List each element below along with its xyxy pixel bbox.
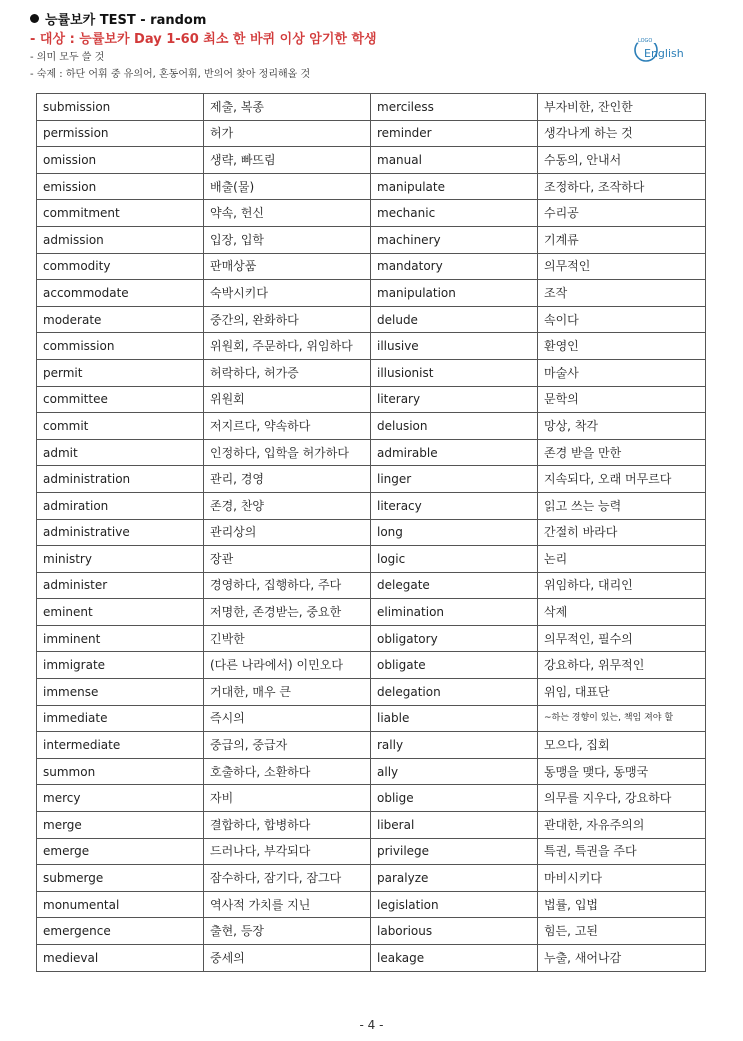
- english-word: monumental: [37, 891, 204, 918]
- korean-meaning: 읽고 쓰는 능력: [538, 492, 706, 519]
- bullet-icon: [30, 14, 39, 23]
- vocab-row: [37, 705, 706, 732]
- english-word: mandatory: [371, 253, 538, 280]
- english-word: rally: [371, 732, 538, 759]
- target-audience: - 대상 : 능률보카 Day 1-60 최소 한 바퀴 이상 암기한 학생: [30, 32, 377, 47]
- korean-meaning: 위임하다, 대리인: [538, 572, 706, 599]
- vocab-row: [37, 386, 706, 413]
- vocab-row: [37, 599, 706, 626]
- english-word: imminent: [37, 625, 204, 652]
- english-word: legislation: [371, 891, 538, 918]
- korean-meaning: 부자비한, 잔인한: [538, 94, 706, 121]
- korean-meaning: 중급의, 중급자: [204, 732, 371, 759]
- korean-meaning: 망상, 착각: [538, 413, 706, 440]
- korean-meaning: 위원회, 주문하다, 위임하다: [204, 333, 371, 360]
- korean-meaning: 조정하다, 조작하다: [538, 173, 706, 200]
- english-word: omission: [37, 147, 204, 174]
- english-word: permit: [37, 359, 204, 386]
- korean-meaning: 의무적인, 필수의: [538, 625, 706, 652]
- test-title: [30, 12, 720, 30]
- english-word: elimination: [371, 599, 538, 626]
- korean-meaning: 배출(물): [204, 173, 371, 200]
- korean-meaning: 지속되다, 오래 머무르다: [538, 466, 706, 493]
- vocab-row: [37, 652, 706, 679]
- english-word: commitment: [37, 200, 204, 227]
- homework-note: - 숙제 : 하단 어휘 중 유의어, 혼동어휘, 반의어 찾아 정리해올 것: [30, 69, 311, 80]
- korean-meaning: 마비시키다: [538, 865, 706, 892]
- korean-meaning: 숙박시키다: [204, 280, 371, 307]
- korean-meaning: ~하는 경향이 있는, 책임 져야 할: [538, 705, 706, 732]
- logo-text: English: [644, 47, 684, 60]
- english-word: literacy: [371, 492, 538, 519]
- english-word: immigrate: [37, 652, 204, 679]
- vocab-row: [37, 200, 706, 227]
- korean-meaning: 의무를 지우다, 강요하다: [538, 785, 706, 812]
- korean-meaning: 환영인: [538, 333, 706, 360]
- vocab-row: [37, 466, 706, 493]
- vocab-row: [37, 838, 706, 865]
- korean-meaning: 잠수하다, 잠기다, 잠그다: [204, 865, 371, 892]
- korean-meaning: 수동의, 안내서: [538, 147, 706, 174]
- english-word: ministry: [37, 546, 204, 573]
- korean-meaning: 저지르다, 약속하다: [204, 413, 371, 440]
- korean-meaning: 생략, 빠뜨림: [204, 147, 371, 174]
- korean-meaning: 호출하다, 소환하다: [204, 758, 371, 785]
- korean-meaning: 동맹을 맺다, 동맹국: [538, 758, 706, 785]
- vocab-row: [37, 280, 706, 307]
- vocab-row: [37, 94, 706, 121]
- page-number: - 4 -: [359, 1018, 384, 1032]
- english-word: medieval: [37, 945, 204, 972]
- vocab-row: [37, 306, 706, 333]
- vocabulary-table-body: [37, 94, 706, 972]
- english-word: administration: [37, 466, 204, 493]
- korean-meaning: 간절히 바라다: [538, 519, 706, 546]
- vocab-row: [37, 732, 706, 759]
- svg-text:LOGO: LOGO: [638, 38, 653, 44]
- english-word: emission: [37, 173, 204, 200]
- english-word: delusion: [371, 413, 538, 440]
- vocab-row: [37, 492, 706, 519]
- vocab-row: [37, 359, 706, 386]
- english-word: commodity: [37, 253, 204, 280]
- korean-meaning: 약속, 헌신: [204, 200, 371, 227]
- english-word: committee: [37, 386, 204, 413]
- vocab-row: [37, 945, 706, 972]
- korean-meaning: 저명한, 존경받는, 중요한: [204, 599, 371, 626]
- vocab-row: [37, 226, 706, 253]
- korean-meaning: 논리: [538, 546, 706, 573]
- english-word: mercy: [37, 785, 204, 812]
- korean-meaning: 거대한, 매우 큰: [204, 679, 371, 706]
- korean-meaning: 출현, 등장: [204, 918, 371, 945]
- korean-meaning: 삭제: [538, 599, 706, 626]
- english-word: delegation: [371, 679, 538, 706]
- korean-meaning: 자비: [204, 785, 371, 812]
- english-word: paralyze: [371, 865, 538, 892]
- korean-meaning: 관리, 경영: [204, 466, 371, 493]
- english-word: admirable: [371, 439, 538, 466]
- english-word: submission: [37, 94, 204, 121]
- english-word: obligatory: [371, 625, 538, 652]
- english-word: delegate: [371, 572, 538, 599]
- korean-meaning: 인정하다, 입학을 허가하다: [204, 439, 371, 466]
- vocab-row: [37, 758, 706, 785]
- vocab-row: [37, 546, 706, 573]
- test-title-text: 능률보카 TEST - random: [45, 13, 207, 28]
- korean-meaning: 허락하다, 허가증: [204, 359, 371, 386]
- english-word: summon: [37, 758, 204, 785]
- korean-meaning: 판매상품: [204, 253, 371, 280]
- korean-meaning: 특권, 특권을 주다: [538, 838, 706, 865]
- english-word: long: [371, 519, 538, 546]
- english-word: eminent: [37, 599, 204, 626]
- english-word: ally: [371, 758, 538, 785]
- page-header: [30, 12, 720, 83]
- english-word: manipulation: [371, 280, 538, 307]
- english-word: illusive: [371, 333, 538, 360]
- english-word: admission: [37, 226, 204, 253]
- english-word: commit: [37, 413, 204, 440]
- english-word: intermediate: [37, 732, 204, 759]
- korean-meaning: 입장, 입학: [204, 226, 371, 253]
- english-word: merge: [37, 812, 204, 839]
- english-word: logic: [371, 546, 538, 573]
- korean-meaning: 결합하다, 합병하다: [204, 812, 371, 839]
- korean-meaning: 위원회: [204, 386, 371, 413]
- vocab-row: [37, 625, 706, 652]
- instruction-note: - 의미 모두 쓸 것: [30, 52, 105, 63]
- english-word: mechanic: [371, 200, 538, 227]
- vocab-row: [37, 413, 706, 440]
- korean-meaning: 즉시의: [204, 705, 371, 732]
- english-word: manipulate: [371, 173, 538, 200]
- english-word: merciless: [371, 94, 538, 121]
- vocab-row: [37, 333, 706, 360]
- korean-meaning: 위임, 대표단: [538, 679, 706, 706]
- korean-meaning: 법률, 입법: [538, 891, 706, 918]
- english-word: administer: [37, 572, 204, 599]
- english-word: privilege: [371, 838, 538, 865]
- english-word: laborious: [371, 918, 538, 945]
- english-word: immense: [37, 679, 204, 706]
- korean-meaning: 모으다, 집회: [538, 732, 706, 759]
- korean-meaning: 문학의: [538, 386, 706, 413]
- vocab-row: [37, 865, 706, 892]
- vocab-row: [37, 891, 706, 918]
- korean-meaning: 장관: [204, 546, 371, 573]
- english-word: literary: [371, 386, 538, 413]
- english-word: administrative: [37, 519, 204, 546]
- english-word: permission: [37, 120, 204, 147]
- vocab-row: [37, 679, 706, 706]
- english-word: oblige: [371, 785, 538, 812]
- korean-meaning: 관리상의: [204, 519, 371, 546]
- vocab-row: [37, 173, 706, 200]
- korean-meaning: 힘든, 고된: [538, 918, 706, 945]
- korean-meaning: 누출, 새어나감: [538, 945, 706, 972]
- english-word: emerge: [37, 838, 204, 865]
- korean-meaning: 경영하다, 집행하다, 주다: [204, 572, 371, 599]
- vocab-row: [37, 439, 706, 466]
- english-word: linger: [371, 466, 538, 493]
- vocab-row: [37, 812, 706, 839]
- korean-meaning: 존경 받을 만한: [538, 439, 706, 466]
- vocabulary-table: [36, 93, 706, 972]
- english-word: machinery: [371, 226, 538, 253]
- english-word: reminder: [371, 120, 538, 147]
- korean-meaning: 중세의: [204, 945, 371, 972]
- vocab-row: [37, 253, 706, 280]
- korean-meaning: 강요하다, 위무적인: [538, 652, 706, 679]
- korean-meaning: 중간의, 완화하다: [204, 306, 371, 333]
- english-word: emergence: [37, 918, 204, 945]
- vocab-row: [37, 519, 706, 546]
- english-word: admit: [37, 439, 204, 466]
- english-word: obligate: [371, 652, 538, 679]
- english-word: immediate: [37, 705, 204, 732]
- korean-meaning: (다른 나라에서) 이민오다: [204, 652, 371, 679]
- korean-meaning: 드러나다, 부각되다: [204, 838, 371, 865]
- english-word: manual: [371, 147, 538, 174]
- english-word: admiration: [37, 492, 204, 519]
- korean-meaning: 의무적인: [538, 253, 706, 280]
- korean-meaning: 생각나게 하는 것: [538, 120, 706, 147]
- english-word: moderate: [37, 306, 204, 333]
- korean-meaning: 조작: [538, 280, 706, 307]
- vocab-row: [37, 147, 706, 174]
- english-word: leakage: [371, 945, 538, 972]
- english-word: submerge: [37, 865, 204, 892]
- korean-meaning: 관대한, 자유주의의: [538, 812, 706, 839]
- korean-meaning: 역사적 가치를 지닌: [204, 891, 371, 918]
- korean-meaning: 마술사: [538, 359, 706, 386]
- english-word: liable: [371, 705, 538, 732]
- korean-meaning: 제출, 복종: [204, 94, 371, 121]
- english-logo-icon: [628, 30, 690, 66]
- vocab-row: [37, 120, 706, 147]
- vocab-row: [37, 918, 706, 945]
- english-word: accommodate: [37, 280, 204, 307]
- korean-meaning: 수리공: [538, 200, 706, 227]
- korean-meaning: 허가: [204, 120, 371, 147]
- korean-meaning: 속이다: [538, 306, 706, 333]
- english-word: commission: [37, 333, 204, 360]
- english-word: delude: [371, 306, 538, 333]
- korean-meaning: 기계류: [538, 226, 706, 253]
- vocab-row: [37, 785, 706, 812]
- vocab-row: [37, 572, 706, 599]
- english-word: liberal: [371, 812, 538, 839]
- korean-meaning: 존경, 찬양: [204, 492, 371, 519]
- english-word: illusionist: [371, 359, 538, 386]
- korean-meaning: 긴박한: [204, 625, 371, 652]
